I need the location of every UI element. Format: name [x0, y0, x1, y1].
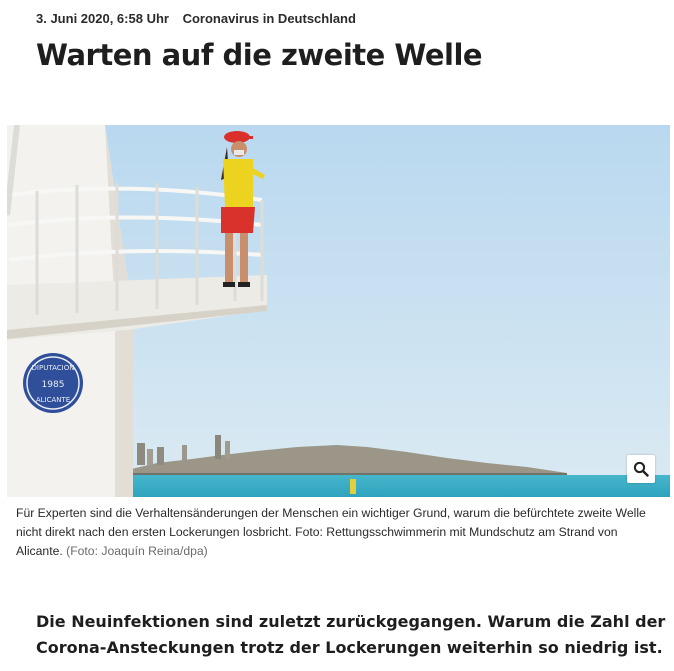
image-caption — [16, 504, 656, 561]
magnifier-icon — [633, 461, 649, 477]
caption-text: Für Experten sind die Verhaltensänderungen der Menschen ein wichtiger Grund, warum die befürchtete zweite Welle nicht direkt nach den ersten Lockerungen losbricht. Foto: Rettungsschwimmerin mit Mundschutz am Strand von Alicante. — [16, 506, 646, 558]
article-teaser: Die Neuinfektionen sind zuletzt zurückgegangen. Warum die Zahl der Corona-Ansteckungen trotz der Lockerungen weiterhin so niedrig ist. — [36, 612, 666, 657]
article-title: Warten auf die zweite Welle — [36, 38, 483, 72]
emblem-text-top: DIPUTACION — [31, 364, 75, 372]
distant-swimmer — [350, 479, 356, 494]
article-photo[interactable] — [7, 125, 670, 497]
diputacion-emblem — [23, 353, 83, 413]
article-meta — [36, 11, 356, 26]
zoom-button[interactable] — [627, 455, 655, 483]
emblem-year: 1985 — [41, 380, 65, 390]
article-date: 3. Juni 2020, 6:58 Uhr — [36, 11, 169, 26]
article-topic-link[interactable]: Coronavirus in Deutschland — [182, 11, 356, 26]
emblem-text-bottom: ALICANTE — [35, 396, 71, 404]
photo-credit: (Foto: Joaquín Reina/dpa) — [66, 544, 208, 558]
